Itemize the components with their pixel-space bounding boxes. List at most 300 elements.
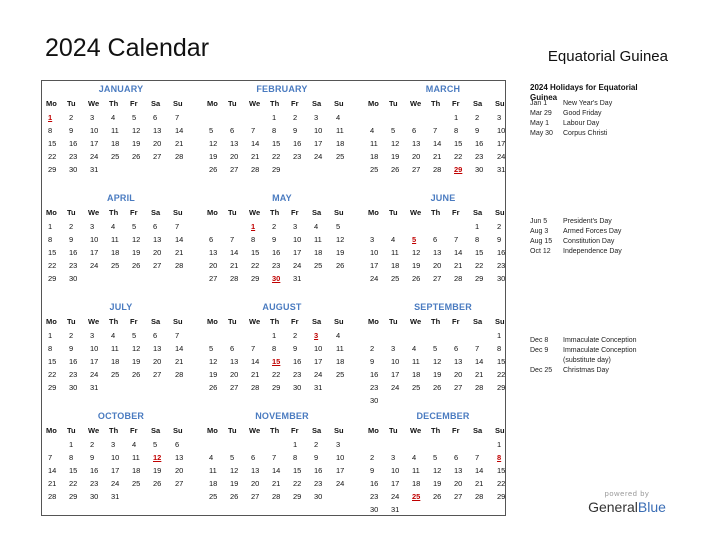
day-cell: 25 [111,261,120,270]
day-cell: 21 [272,479,281,488]
weekday-header: Th [270,317,280,326]
day-cell: 12 [433,357,442,366]
weekday-header: Su [173,99,183,108]
day-cell: 4 [336,331,341,340]
weekday-header: We [249,208,261,217]
weekday-header: Th [109,208,119,217]
day-cell: 14 [251,139,260,148]
day-cell: 20 [251,479,260,488]
day-cell: 4 [209,453,214,462]
day-cell: 23 [69,261,78,270]
day-cell: 21 [454,261,463,270]
day-cell: 1 [272,113,277,122]
day-cell: 18 [111,139,120,148]
day-cell: 10 [90,126,99,135]
day-cell: 11 [370,139,378,148]
day-cell: 23 [370,492,379,501]
day-cell: 7 [251,344,256,353]
day-cell: 15 [69,466,78,475]
day-cell: 24 [497,152,506,161]
day-cell: 21 [433,152,442,161]
day-cell: 21 [475,370,484,379]
day-cell: 17 [314,139,323,148]
day-cell: 2 [69,113,74,122]
weekday-header: Mo [46,426,57,435]
day-cell: 26 [412,274,421,283]
weekday-header: Th [431,99,441,108]
weekday-header: Fr [130,426,138,435]
holiday-name: Good Friday [563,110,602,117]
day-cell: 25 [314,261,323,270]
day-cell: 25 [209,492,218,501]
weekday-header: Tu [228,99,237,108]
month-block [206,302,368,407]
day-cell: 29 [48,383,57,392]
day-cell: 1 [48,331,53,340]
weekday-header: Fr [452,208,460,217]
day-cell: 26 [209,165,218,174]
day-cell: 13 [454,466,463,475]
day-cell: 20 [153,248,162,257]
weekday-header: Th [431,208,441,217]
day-cell: 18 [336,139,345,148]
brand-name [586,499,668,515]
day-cell: 16 [69,139,78,148]
day-cell: 22 [293,479,302,488]
weekday-header: Sa [151,426,161,435]
holiday-day-cell: 1 [251,222,256,231]
day-cell: 27 [251,492,260,501]
day-cell: 6 [175,440,180,449]
day-cell: 30 [475,165,484,174]
weekday-header: Mo [368,317,379,326]
day-cell: 11 [132,453,140,462]
month-name: OCTOBER [97,411,145,421]
holiday-day-cell: 3 [314,331,319,340]
holiday-day-cell: 8 [497,453,502,462]
day-cell: 20 [153,139,162,148]
month-block [367,411,529,516]
day-cell: 22 [454,152,463,161]
weekday-header: Su [495,208,505,217]
day-cell: 10 [111,453,120,462]
weekday-header: Fr [291,99,299,108]
brand-powered-by: powered by [604,489,650,498]
day-cell: 24 [111,479,120,488]
day-cell: 17 [370,261,379,270]
day-cell: 15 [272,139,281,148]
day-cell: 30 [69,165,78,174]
day-cell: 8 [475,235,480,244]
day-cell: 9 [370,357,375,366]
day-cell: 8 [497,344,502,353]
month-block [45,302,207,407]
holiday-date: Aug 3 [530,228,549,235]
day-cell: 4 [412,453,417,462]
day-cell: 21 [230,261,239,270]
day-cell: 4 [370,126,375,135]
weekday-header: Sa [473,426,483,435]
day-cell: 28 [251,383,260,392]
day-cell: 13 [433,248,442,257]
day-cell: 23 [475,152,484,161]
day-cell: 20 [153,357,162,366]
day-cell: 10 [293,235,302,244]
day-cell: 11 [336,344,344,353]
weekday-header: Su [173,208,183,217]
month-block [206,193,368,298]
day-cell: 11 [209,466,217,475]
weekday-header: Tu [228,317,237,326]
day-cell: 10 [90,344,99,353]
day-cell: 26 [209,383,218,392]
day-cell: 28 [251,165,260,174]
weekday-header: Fr [130,208,138,217]
day-cell: 20 [230,152,239,161]
day-cell: 4 [111,331,116,340]
day-cell: 11 [336,126,344,135]
day-cell: 2 [293,113,298,122]
month-name: FEBRUARY [256,84,308,94]
page-title: 2024 Calendar [45,34,210,62]
day-cell: 26 [336,261,345,270]
weekday-header: Fr [291,426,299,435]
holiday-date: Oct 12 [530,248,551,255]
day-cell: 25 [336,370,345,379]
day-cell: 3 [391,344,396,353]
month-block [206,84,368,189]
weekday-header: Tu [67,99,76,108]
day-cell: 28 [175,261,184,270]
weekday-header: Th [431,317,441,326]
day-cell: 31 [90,383,99,392]
day-cell: 21 [251,370,260,379]
weekday-header: Su [495,317,505,326]
day-cell: 7 [475,453,480,462]
month-block [367,302,529,407]
day-cell: 17 [90,357,99,366]
day-cell: 1 [69,440,74,449]
day-cell: 30 [69,274,78,283]
day-cell: 22 [475,261,484,270]
day-cell: 22 [48,370,57,379]
day-cell: 19 [433,370,442,379]
day-cell: 23 [69,152,78,161]
day-cell: 21 [48,479,57,488]
brand-name-part1: General [588,499,638,515]
day-cell: 6 [153,113,158,122]
day-cell: 16 [314,466,323,475]
day-cell: 3 [111,440,116,449]
day-cell: 20 [412,152,421,161]
weekday-header: Fr [452,317,460,326]
day-cell: 26 [230,492,239,501]
day-cell: 13 [412,139,421,148]
day-cell: 5 [336,222,341,231]
weekday-header: Sa [151,99,161,108]
weekday-header: Th [431,426,441,435]
day-cell: 31 [497,165,506,174]
day-cell: 8 [251,235,256,244]
day-cell: 29 [272,165,281,174]
day-cell: 17 [391,479,400,488]
day-cell: 20 [230,370,239,379]
holiday-name: Independence Day [563,248,622,255]
day-cell: 16 [69,357,78,366]
holiday-day-cell: 5 [412,235,417,244]
weekday-header: Fr [291,208,299,217]
month-block [45,193,207,298]
holiday-date: Mar 29 [530,110,552,117]
day-cell: 14 [230,248,239,257]
day-cell: 6 [454,453,459,462]
day-cell: 13 [230,139,239,148]
weekday-header: We [249,317,261,326]
weekday-header: Fr [130,99,138,108]
day-cell: 2 [370,344,375,353]
day-cell: 18 [336,357,345,366]
day-cell: 18 [391,261,400,270]
day-cell: 19 [230,479,239,488]
weekday-header: Su [334,426,344,435]
day-cell: 9 [69,344,74,353]
month-name: APRIL [107,193,135,203]
day-cell: 17 [90,139,99,148]
weekday-header: Th [270,99,280,108]
day-cell: 7 [454,235,459,244]
weekday-header: Fr [130,317,138,326]
weekday-header: Su [334,99,344,108]
holiday-day-cell: 25 [412,492,421,501]
day-cell: 25 [111,370,120,379]
day-cell: 2 [90,440,95,449]
day-cell: 25 [336,152,345,161]
weekday-header: Sa [312,426,322,435]
weekday-header: Sa [151,317,161,326]
weekday-header: Su [173,317,183,326]
day-cell: 3 [293,222,298,231]
day-cell: 13 [153,126,162,135]
country-name: Equatorial Guinea [547,48,668,65]
day-cell: 12 [132,126,141,135]
day-cell: 3 [314,113,319,122]
day-cell: 8 [272,126,277,135]
day-cell: 13 [454,357,463,366]
day-cell: 27 [230,165,239,174]
day-cell: 3 [391,453,396,462]
day-cell: 29 [497,492,506,501]
day-cell: 24 [90,152,99,161]
weekday-header: Th [270,426,280,435]
holiday-day-cell: 29 [454,165,463,174]
day-cell: 14 [175,126,184,135]
day-cell: 8 [69,453,74,462]
day-cell: 18 [111,357,120,366]
day-cell: 19 [132,139,141,148]
day-cell: 5 [132,331,137,340]
day-cell: 26 [153,479,162,488]
day-cell: 1 [293,440,298,449]
day-cell: 27 [175,479,184,488]
weekday-header: Fr [291,317,299,326]
holiday-date: May 1 [530,120,550,127]
day-cell: 8 [48,344,53,353]
day-cell: 7 [475,344,480,353]
day-cell: 12 [230,466,239,475]
day-cell: 8 [48,126,53,135]
weekday-header: Sa [151,208,161,217]
day-cell: 31 [90,165,99,174]
day-cell: 14 [272,466,281,475]
day-cell: 17 [314,357,323,366]
day-cell: 17 [293,248,302,257]
weekday-header: Mo [46,99,57,108]
day-cell: 31 [314,383,323,392]
day-cell: 22 [251,261,260,270]
day-cell: 19 [132,357,141,366]
day-cell: 22 [272,370,281,379]
day-cell: 19 [209,152,218,161]
day-cell: 13 [230,357,239,366]
day-cell: 8 [48,235,53,244]
day-cell: 20 [209,261,218,270]
brand-logo [586,489,668,515]
weekday-header: Sa [473,317,483,326]
day-cell: 24 [90,261,99,270]
day-cell: 26 [391,165,400,174]
day-cell: 5 [132,113,137,122]
day-cell: 19 [391,152,400,161]
day-cell: 2 [272,222,277,231]
day-cell: 4 [336,113,341,122]
day-cell: 28 [475,492,484,501]
day-cell: 16 [272,248,281,257]
weekday-header: Th [270,208,280,217]
weekday-header: Su [495,99,505,108]
month-block [367,84,529,189]
month-block [367,193,529,298]
day-cell: 6 [230,344,235,353]
holiday-name: Corpus Christi [563,130,608,137]
day-cell: 15 [48,139,57,148]
day-cell: 23 [370,383,379,392]
day-cell: 15 [497,466,506,475]
day-cell: 28 [175,152,184,161]
month-name: JUNE [430,193,456,203]
weekday-header: Fr [452,99,460,108]
weekday-header: Su [334,208,344,217]
day-cell: 12 [391,139,400,148]
day-cell: 7 [175,222,180,231]
day-cell: 30 [370,396,379,405]
day-cell: 13 [251,466,260,475]
day-cell: 9 [497,235,502,244]
day-cell: 7 [251,126,256,135]
day-cell: 10 [314,344,323,353]
day-cell: 31 [111,492,120,501]
holiday-name: Armed Forces Day [563,228,622,235]
day-cell: 29 [48,274,57,283]
day-cell: 14 [475,357,484,366]
month-block [45,84,207,189]
day-cell: 3 [497,113,502,122]
holiday-name: Labour Day [563,120,600,127]
weekday-header: Th [109,317,119,326]
day-cell: 13 [153,235,162,244]
day-cell: 28 [454,274,463,283]
weekday-header: Tu [389,208,398,217]
weekday-header: Mo [368,99,379,108]
day-cell: 15 [454,139,463,148]
day-cell: 22 [497,370,506,379]
day-cell: 8 [272,344,277,353]
day-cell: 26 [132,152,141,161]
day-cell: 12 [132,344,141,353]
day-cell: 2 [497,222,502,231]
day-cell: 13 [175,453,184,462]
day-cell: 10 [336,453,345,462]
day-cell: 28 [475,383,484,392]
holiday-name: Immaculate Conception [563,347,637,354]
weekday-header: Tu [67,317,76,326]
day-cell: 10 [497,126,506,135]
weekday-header: Tu [228,208,237,217]
weekday-header: Mo [207,426,218,435]
day-cell: 6 [153,331,158,340]
weekday-header: Su [173,426,183,435]
day-cell: 20 [433,261,442,270]
day-cell: 2 [293,331,298,340]
day-cell: 24 [370,274,379,283]
day-cell: 10 [90,235,99,244]
day-cell: 21 [475,479,484,488]
day-cell: 1 [475,222,480,231]
day-cell: 2 [69,331,74,340]
day-cell: 18 [209,479,218,488]
day-cell: 18 [412,479,421,488]
day-cell: 29 [48,165,57,174]
day-cell: 10 [391,466,400,475]
day-cell: 7 [433,126,438,135]
day-cell: 21 [175,139,184,148]
day-cell: 22 [48,152,57,161]
weekday-header: Fr [452,426,460,435]
day-cell: 17 [336,466,345,475]
day-cell: 21 [175,248,184,257]
day-cell: 24 [391,492,400,501]
month-name: SEPTEMBER [414,302,472,312]
weekday-header: Mo [46,317,57,326]
weekday-header: We [410,208,422,217]
day-cell: 4 [111,113,116,122]
day-cell: 24 [391,383,400,392]
day-cell: 13 [153,344,162,353]
day-cell: 9 [90,453,95,462]
day-cell: 6 [251,453,256,462]
month-name: MAY [272,193,292,203]
day-cell: 5 [433,344,438,353]
day-cell: 27 [230,383,239,392]
day-cell: 6 [454,344,459,353]
day-cell: 26 [433,383,442,392]
day-cell: 5 [391,126,396,135]
weekday-header: We [88,208,100,217]
day-cell: 12 [433,466,442,475]
holiday-day-cell: 15 [272,357,281,366]
day-cell: 19 [433,479,442,488]
day-cell: 11 [111,344,119,353]
brand-name-part2: Blue [637,499,666,515]
